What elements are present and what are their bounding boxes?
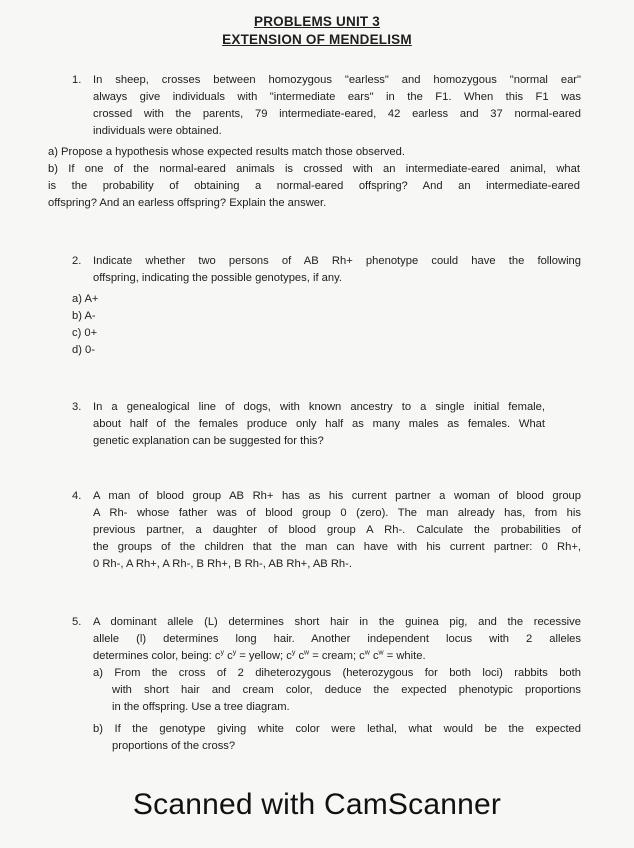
q2-line-2: offspring, indicating the possible genotypes, if any. <box>93 272 342 284</box>
q4-line-3: previous partner, a daughter of blood group A Rh-. Calculate the probabilities of <box>93 524 581 536</box>
q2-number: 2. <box>72 255 82 267</box>
q3-line-3: genetic explanation can be suggested for this? <box>93 435 324 447</box>
q5-color-term-yellow: $c^y$ $c^y$ = yellow; <box>214 649 287 662</box>
page-subtitle: EXTENSION OF MENDELISM <box>222 32 412 47</box>
q4-line-5: 0 Rh-, A Rh+, A Rh-, B Rh+, B Rh-, AB Rh+, AB Rh-. <box>93 558 352 570</box>
q2-option-d: d) 0- <box>72 344 96 356</box>
q5-color-prefix: determines color, being: <box>93 650 215 662</box>
q5-part-b-line-2: proportions of the cross? <box>112 740 236 752</box>
q1-line-1: In sheep, crosses between homozygous "earless" and homozygous "normal ear" <box>93 74 581 86</box>
q1-number: 1. <box>72 74 82 86</box>
q5-color-line <box>93 649 426 663</box>
q3-line-1: In a genealogical line of dogs, with known ancestry to a single initial female, <box>93 401 545 413</box>
q5-color-term-cream: $c^y$ $c^w$ = cream; <box>286 649 360 662</box>
page-title: PROBLEMS UNIT 3 <box>253 14 380 29</box>
q1-part-b-line-2: is the probability of obtaining a normal-eared offspring? And an intermediate-eared <box>48 180 580 192</box>
q4-line-1: A man of blood group AB Rh+ has as his current partner a woman of blood group <box>93 490 581 502</box>
q1-part-b-line-1: b) If one of the normal-eared animals is crossed with an intermediate-eared animal, what <box>48 163 580 175</box>
q4-number: 4. <box>72 490 82 502</box>
camscanner-watermark: Scanned with CamScanner <box>132 788 502 821</box>
q3-number: 3. <box>72 401 82 413</box>
q1-part-b-line-3: offspring? And an earless offspring? Explain the answer. <box>48 197 327 209</box>
q5-part-a-line-3: in the offspring. Use a tree diagram. <box>112 701 290 713</box>
q4-line-2: A Rh- whose father was of blood group 0 (zero). The man already has, from his <box>93 507 581 519</box>
q5-part-b-line-1: b) If the genotype giving white color were lethal, what would be the expected <box>93 723 581 735</box>
q5-line-2: allele (l) determines long hair. Another independent locus with 2 alleles <box>93 633 581 645</box>
q2-option-c: c) 0+ <box>72 327 98 339</box>
q1-line-4: individuals were obtained. <box>93 125 222 137</box>
q5-number: 5. <box>72 616 82 628</box>
q4-line-4: the groups of the children that the man can have with his current partner: 0 Rh+, <box>93 541 581 553</box>
q5-line-1: A dominant allele (L) determines short hair in the guinea pig, and the recessive <box>93 616 581 628</box>
q1-part-a: a) Propose a hypothesis whose expected results match those observed. <box>48 146 405 158</box>
q1-line-3: crossed with the parents, 79 intermediate-eared, 42 earless and 37 normal-eared <box>93 108 581 120</box>
q2-line-1: Indicate whether two persons of AB Rh+ phenotype could have the following <box>93 255 581 267</box>
q2-option-b: b) A- <box>72 310 96 322</box>
q1-line-2: always give individuals with "intermediate ears" in the F1. When this F1 was <box>93 91 581 103</box>
q3-line-2: about half of the females produce only half as many males as females. What <box>93 418 545 430</box>
q5-part-a-line-2: with short hair and cream color, deduce the expected phenotypic proportions <box>112 684 581 696</box>
q2-option-a: a) A+ <box>72 293 99 305</box>
q5-part-a-line-1: a) From the cross of 2 diheterozygous (heterozygous for both loci) rabbits both <box>93 667 581 679</box>
q5-color-term-white: $c^w$ $c^w$ = white. <box>359 649 426 662</box>
